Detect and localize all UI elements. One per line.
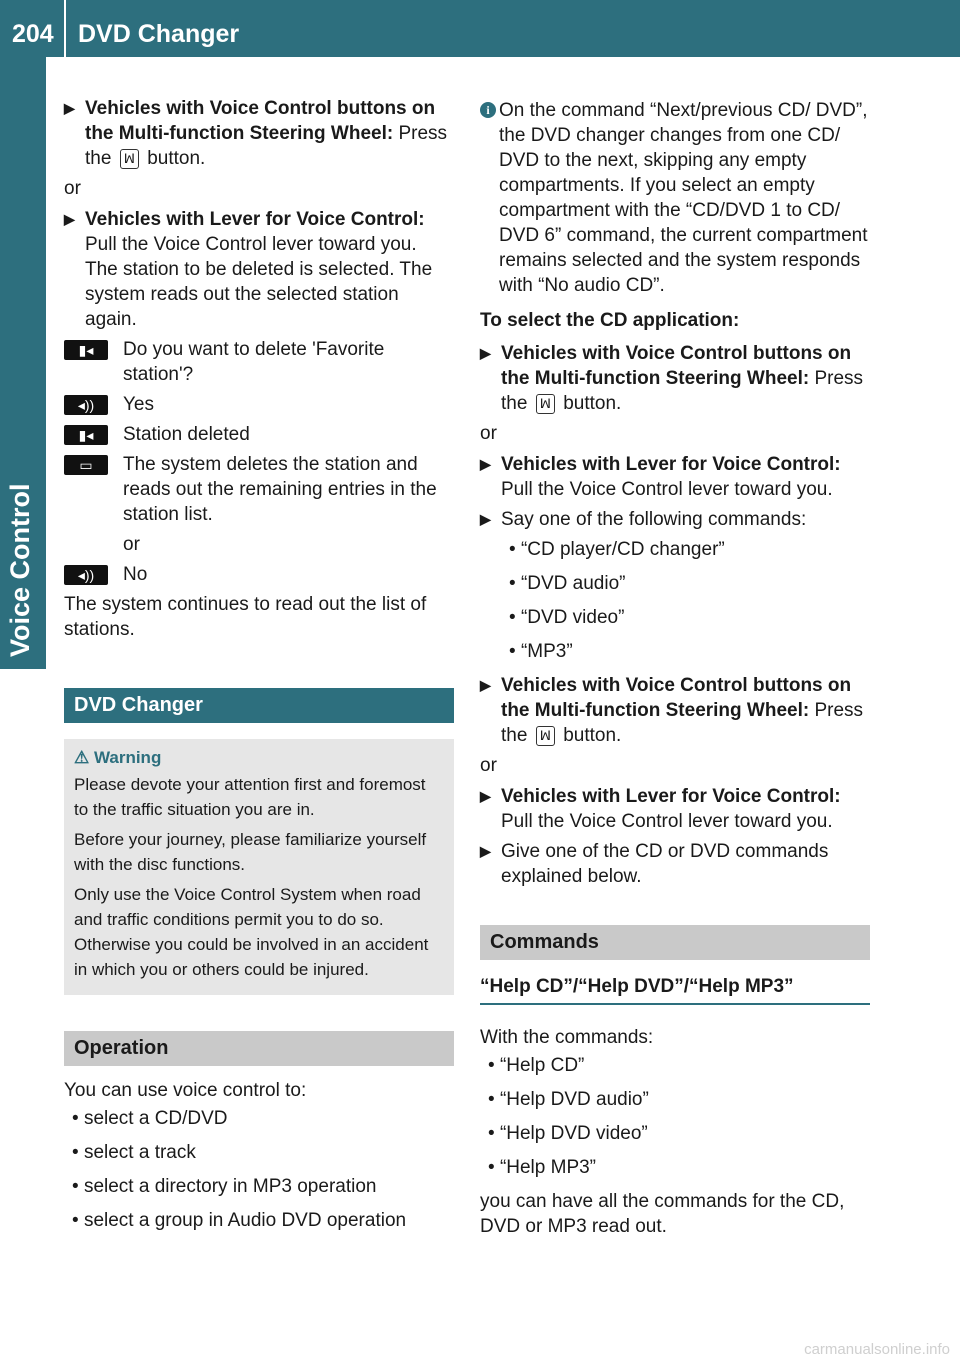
step-text: Press the: [85, 123, 448, 169]
warning-paragraph: Before your journey, please familiarize yourself with the disc functions.: [74, 830, 427, 874]
list-item: • “DVD video”: [501, 605, 870, 630]
section-heading: DVD Changer: [64, 688, 454, 723]
warning-paragraph: Please devote your attention first and foremost to the traffic situation you are in.: [74, 775, 426, 819]
voice-button-icon: ꟽ: [536, 394, 555, 414]
or-text: or: [123, 534, 140, 555]
warning-box: [64, 739, 454, 995]
step-arrow-icon: ▶: [480, 456, 491, 472]
paragraph: You can use voice control to:: [64, 1080, 307, 1101]
warning-paragraph: Only use the Voice Control System when road and traffic conditions permit you to do so. Otherwise you could be involved in an accident in which you or others could be injured.: [74, 885, 429, 979]
step: [480, 673, 870, 748]
paragraph: The system continues to read out the list of stations.: [64, 594, 427, 640]
dialog-row: [64, 452, 454, 527]
info-icon: i: [480, 102, 496, 118]
step: [480, 784, 870, 834]
right-column: [480, 98, 870, 1239]
side-tab-label: Voice Control: [5, 483, 35, 657]
running-title: DVD Changer: [78, 20, 240, 48]
step-text: button.: [141, 148, 206, 169]
step-arrow-icon: ▶: [480, 677, 491, 693]
or-text: or: [64, 178, 81, 199]
list-item: • “DVD audio”: [501, 571, 870, 596]
dialog-row: [64, 392, 454, 417]
step-bold: Vehicles with Lever for Voice Control:: [501, 786, 841, 807]
step-text: Say one of the following commands:: [501, 509, 807, 530]
step-text: Press the: [501, 368, 864, 414]
page-number: 204: [12, 20, 54, 48]
step: [480, 452, 870, 502]
step-arrow-icon: ▶: [64, 100, 75, 116]
dialog-text: Yes: [123, 394, 154, 415]
step-arrow-icon: ▶: [480, 511, 491, 527]
step: [64, 207, 454, 332]
subsection-heading: “Help CD”/“Help DVD”/“Help MP3”: [480, 974, 870, 1005]
dialog-text: Do you want to delete 'Favorite station'?: [123, 339, 385, 385]
voice-button-icon: ꟽ: [536, 726, 555, 746]
header-divider: [64, 0, 66, 57]
warning-title-text: Warning: [93, 748, 162, 767]
list-item: • “Help DVD video”: [480, 1121, 870, 1146]
step: [480, 839, 870, 889]
step: [64, 96, 454, 171]
step-arrow-icon: ▶: [480, 345, 491, 361]
step-arrow-icon: ▶: [480, 788, 491, 804]
list-item: • “Help DVD audio”: [480, 1087, 870, 1112]
step-text: Pull the Voice Control lever toward you. The station to be deleted is selected. The system reads out the selected station again.: [85, 234, 433, 330]
display-icon: ▭: [64, 455, 108, 475]
section-heading: Operation: [64, 1031, 454, 1066]
or-text: or: [480, 423, 497, 444]
list-item: • select a track: [64, 1140, 454, 1165]
or-text: or: [480, 755, 497, 776]
step-bold: Vehicles with Lever for Voice Control:: [85, 209, 425, 230]
footer-watermark: carmanualsonline.info: [804, 1341, 950, 1358]
list-item: • select a CD/DVD: [64, 1106, 454, 1131]
dialog-row: [64, 422, 454, 447]
list-item: • “Help CD”: [480, 1053, 870, 1078]
system-speaker-icon: ▮◂: [64, 340, 108, 360]
dialog-row: [64, 562, 454, 587]
user-voice-icon: ◂)): [64, 565, 108, 585]
step-text: Pull the Voice Control lever toward you.: [501, 479, 833, 500]
dialog-text: Station deleted: [123, 424, 250, 445]
info-note: [480, 98, 870, 298]
user-voice-icon: ◂)): [64, 395, 108, 415]
step-text: Pull the Voice Control lever toward you.: [501, 811, 833, 832]
voice-button-icon: ꟽ: [120, 149, 139, 169]
paragraph: you can have all the commands for the CD, DVD or MP3 read out.: [480, 1191, 845, 1237]
step: [480, 507, 870, 532]
list-item: • “CD player/CD changer”: [501, 537, 870, 562]
dialog-text: No: [123, 564, 148, 585]
list-item: • “Help MP3”: [480, 1155, 870, 1180]
left-column: [64, 96, 454, 1242]
dialog-row: [64, 337, 454, 387]
step-bold: Vehicles with Lever for Voice Control:: [501, 454, 841, 475]
step-text: button.: [557, 393, 622, 414]
info-text: On the command “Next/previous CD/ DVD”, the DVD changer changes from one CD/ DVD to the next, skipping any empty compartments. If you select an empty compartment with the “CD/DVD 1 to CD/ DVD 6” command, the current compartment remains selected and the system responds with “No audio CD”.: [499, 100, 868, 296]
step-text: Press the: [501, 700, 864, 746]
step-arrow-icon: ▶: [64, 211, 75, 227]
section-heading: Commands: [480, 925, 870, 960]
system-speaker-icon: ▮◂: [64, 425, 108, 445]
subheading: To select the CD application:: [480, 310, 740, 331]
warning-title: [74, 745, 444, 770]
step-arrow-icon: ▶: [480, 843, 491, 859]
page-header: [0, 0, 960, 57]
step: [480, 341, 870, 416]
dialog-text: The system deletes the station and reads out the remaining entries in the station list.: [123, 454, 437, 525]
step-bold: Vehicles with Voice Control buttons on the Multi-function Steering Wheel:: [501, 343, 852, 389]
list-item: • select a directory in MP3 operation: [64, 1174, 454, 1199]
step-text: button.: [557, 725, 622, 746]
side-tab: [0, 57, 46, 669]
warning-triangle-icon: ⚠: [74, 748, 94, 767]
step-bold: Vehicles with Voice Control buttons on the Multi-function Steering Wheel:: [501, 675, 852, 721]
list-item: • select a group in Audio DVD operation: [64, 1208, 454, 1233]
step-bold: Vehicles with Voice Control buttons on the Multi-function Steering Wheel:: [85, 98, 436, 144]
paragraph: With the commands:: [480, 1027, 654, 1048]
command-list: [480, 537, 870, 664]
step-text: Give one of the CD or DVD commands explained below.: [501, 841, 829, 887]
list-item: • “MP3”: [501, 639, 870, 664]
